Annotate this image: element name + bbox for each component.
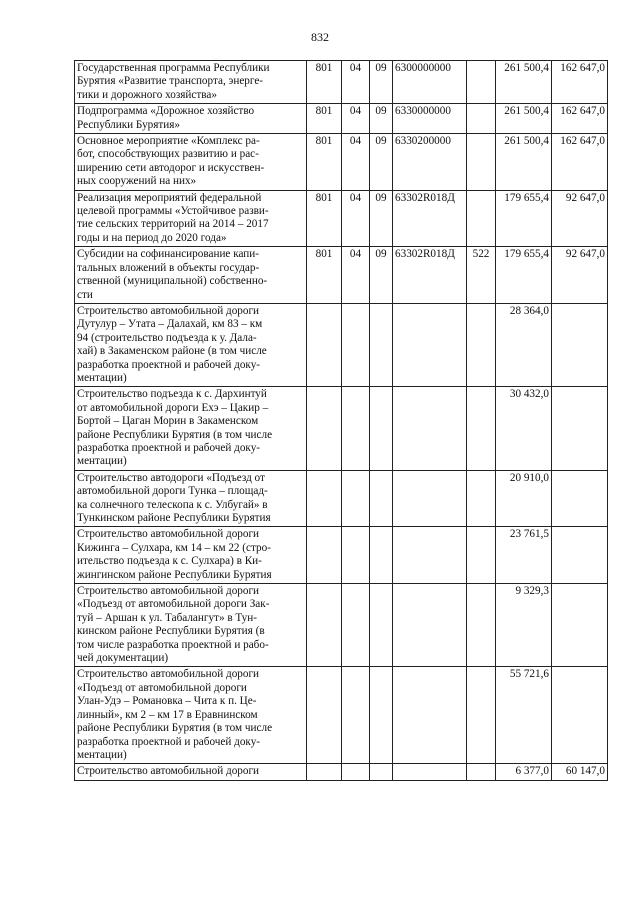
subsection-code-cell (370, 470, 393, 527)
section-code-cell (342, 667, 370, 764)
item-name-cell: Строительство автомобильной дороги Дутулур – Утата – Далахай, км 83 – км 94 (строительство подъезда к у. Дала- хай) в Закаменском районе (в том числе разработка проектной и рабочей доку- ментации) (75, 303, 307, 386)
table-body (75, 61, 608, 781)
subsection-code-cell: 09 (370, 247, 393, 304)
target-article-cell: 63302R018Д (393, 247, 467, 304)
subsection-code-cell (370, 667, 393, 764)
table-row (75, 387, 608, 470)
target-article-cell (393, 470, 467, 527)
subsection-code-cell (370, 303, 393, 386)
grbs-code-cell (307, 470, 342, 527)
amount-cell (552, 387, 608, 470)
amount-cell (552, 470, 608, 527)
amount-cell: 179 655,4 (496, 247, 552, 304)
grbs-code-cell: 801 (307, 134, 342, 191)
subsection-code-cell (370, 527, 393, 584)
amount-cell: 261 500,4 (496, 134, 552, 191)
amount-cell: 162 647,0 (552, 134, 608, 191)
table-row (75, 303, 608, 386)
expense-type-cell (467, 527, 496, 584)
table-row (75, 667, 608, 764)
amount-cell: 6 377,0 (496, 764, 552, 780)
target-article-cell (393, 667, 467, 764)
amount-cell (552, 527, 608, 584)
expense-type-cell (467, 764, 496, 780)
section-code-cell (342, 303, 370, 386)
subsection-code-cell: 09 (370, 61, 393, 104)
budget-table (74, 60, 608, 781)
table-row (75, 527, 608, 584)
item-name-cell: Строительство автомобильной дороги (75, 764, 307, 780)
item-name-cell: Строительство автомобильной дороги «Подъезд от автомобильной дороги Зак- туй – Аршан к ул. Табалангут» в Тун- кинском районе Республики Бурятия (в том числе разработка проектной и рабо- чей документации) (75, 584, 307, 667)
expense-type-cell (467, 470, 496, 527)
amount-cell: 28 364,0 (496, 303, 552, 386)
section-code-cell: 04 (342, 104, 370, 134)
subsection-code-cell: 09 (370, 190, 393, 247)
expense-type-cell (467, 584, 496, 667)
target-article-cell: 63302R018Д (393, 190, 467, 247)
amount-cell: 162 647,0 (552, 61, 608, 104)
expense-type-cell (467, 61, 496, 104)
expense-type-cell (467, 134, 496, 191)
grbs-code-cell: 801 (307, 104, 342, 134)
target-article-cell: 6330200000 (393, 134, 467, 191)
target-article-cell (393, 584, 467, 667)
section-code-cell: 04 (342, 190, 370, 247)
amount-cell (552, 667, 608, 764)
table-row (75, 61, 608, 104)
expense-type-cell: 522 (467, 247, 496, 304)
table-row (75, 104, 608, 134)
grbs-code-cell (307, 527, 342, 584)
item-name-cell: Строительство автомобильной дороги «Подъезд от автомобильной дороги Улан-Удэ – Романовка – Чита к п. Це- линный», км 2 – км 17 в Еравнинском районе Республики Бурятия (в том числе разработка проектной и рабочей доку- ментации) (75, 667, 307, 764)
amount-cell: 9 329,3 (496, 584, 552, 667)
item-name-cell: Основное мероприятие «Комплекс ра- бот, способствующих развитию и рас- ширению сети автодорог и искусствен- ных сооружений на них» (75, 134, 307, 191)
amount-cell (552, 584, 608, 667)
item-name-cell: Строительство автодороги «Подъезд от автомобильной дороги Тунка – площад- ка солнечного телескопа к с. Улбугай» в Тункинском районе Республики Бурятия (75, 470, 307, 527)
grbs-code-cell: 801 (307, 247, 342, 304)
amount-cell (552, 303, 608, 386)
amount-cell: 23 761,5 (496, 527, 552, 584)
item-name-cell: Субсидии на софинансирование капи- тальных вложений в объекты государ- ственной (муниципальной) собственно- сти (75, 247, 307, 304)
section-code-cell: 04 (342, 247, 370, 304)
subsection-code-cell: 09 (370, 134, 393, 191)
target-article-cell (393, 527, 467, 584)
table-row (75, 584, 608, 667)
section-code-cell (342, 584, 370, 667)
expense-type-cell (467, 190, 496, 247)
grbs-code-cell (307, 764, 342, 780)
amount-cell: 30 432,0 (496, 387, 552, 470)
grbs-code-cell (307, 667, 342, 764)
subsection-code-cell (370, 387, 393, 470)
item-name-cell: Строительство автомобильной дороги Кижинга – Сулхара, км 14 – км 22 (стро- ительство подъезда к с. Сулхара) в Ки- жингинском районе Республики Бурятия (75, 527, 307, 584)
target-article-cell (393, 387, 467, 470)
amount-cell: 60 147,0 (552, 764, 608, 780)
amount-cell: 179 655,4 (496, 190, 552, 247)
grbs-code-cell (307, 584, 342, 667)
page-number: 832 (311, 30, 329, 44)
table-row (75, 764, 608, 780)
expense-type-cell (467, 387, 496, 470)
table-row (75, 134, 608, 191)
amount-cell: 92 647,0 (552, 190, 608, 247)
target-article-cell (393, 303, 467, 386)
expense-type-cell (467, 104, 496, 134)
amount-cell: 261 500,4 (496, 61, 552, 104)
table-row (75, 247, 608, 304)
section-code-cell (342, 470, 370, 527)
amount-cell: 162 647,0 (552, 104, 608, 134)
table-row (75, 470, 608, 527)
item-name-cell: Подпрограмма «Дорожное хозяйство Республики Бурятия» (75, 104, 307, 134)
grbs-code-cell (307, 387, 342, 470)
section-code-cell: 04 (342, 61, 370, 104)
grbs-code-cell: 801 (307, 61, 342, 104)
section-code-cell (342, 527, 370, 584)
target-article-cell (393, 764, 467, 780)
item-name-cell: Реализация мероприятий федеральной целевой программы «Устойчивое разви- тие сельских территорий на 2014 – 2017 годы и на период до 2020 года» (75, 190, 307, 247)
section-code-cell: 04 (342, 134, 370, 191)
target-article-cell: 6330000000 (393, 104, 467, 134)
grbs-code-cell (307, 303, 342, 386)
section-code-cell (342, 387, 370, 470)
expense-type-cell (467, 303, 496, 386)
grbs-code-cell: 801 (307, 190, 342, 247)
amount-cell: 92 647,0 (552, 247, 608, 304)
subsection-code-cell (370, 584, 393, 667)
subsection-code-cell (370, 764, 393, 780)
section-code-cell (342, 764, 370, 780)
subsection-code-cell: 09 (370, 104, 393, 134)
item-name-cell: Государственная программа Республики Бурятия «Развитие транспорта, энерге- тики и дорожного хозяйства» (75, 61, 307, 104)
target-article-cell: 6300000000 (393, 61, 467, 104)
amount-cell: 261 500,4 (496, 104, 552, 134)
amount-cell: 55 721,6 (496, 667, 552, 764)
table-row (75, 190, 608, 247)
amount-cell: 20 910,0 (496, 470, 552, 527)
item-name-cell: Строительство подъезда к с. Дархинтуй от автомобильной дороги Ехэ – Цакир – Бортой – Цаган Морин в Закаменском районе Республики Бурятия (в том числе разработка проектной и рабочей доку- ментации) (75, 387, 307, 470)
expense-type-cell (467, 667, 496, 764)
